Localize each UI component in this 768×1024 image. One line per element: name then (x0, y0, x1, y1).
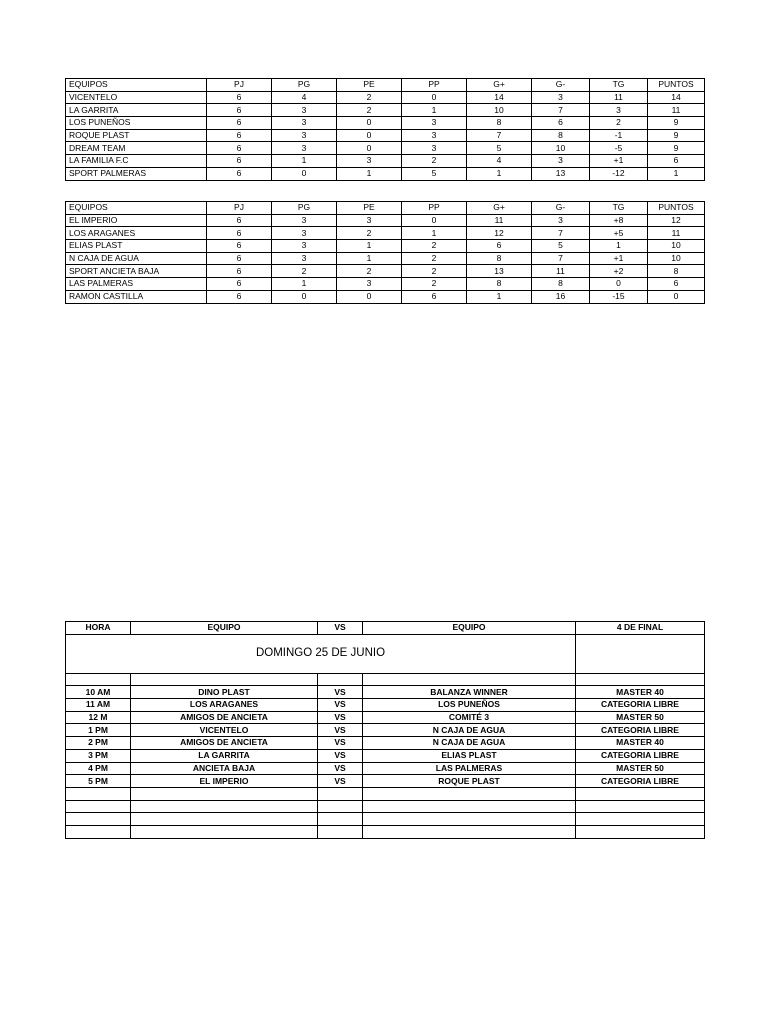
away-team: N CAJA DE AGUA (363, 724, 576, 737)
table-row (66, 278, 705, 291)
column-header: G- (532, 202, 590, 215)
stat-cell: +2 (590, 265, 648, 278)
column-header: VS (318, 622, 363, 635)
stat-cell: 6 (207, 240, 272, 253)
match-time: 1 PM (66, 724, 131, 737)
stat-cell: 2 (590, 117, 648, 130)
column-header: EQUIPOS (66, 79, 207, 92)
empty-cell (66, 787, 131, 800)
away-team: BALANZA WINNER (363, 686, 576, 699)
day-title-row (66, 634, 705, 673)
stat-cell: 4 (467, 155, 532, 168)
stat-cell: 2 (272, 265, 337, 278)
stat-cell: 7 (467, 129, 532, 142)
empty-cell (363, 787, 576, 800)
match-row (66, 686, 705, 699)
category: MASTER 50 (576, 762, 705, 775)
table-row (66, 104, 705, 117)
stat-cell: 8 (532, 278, 590, 291)
stat-cell: 1 (648, 167, 705, 180)
stat-cell: 6 (402, 290, 467, 303)
team-name: VICENTELO (66, 91, 207, 104)
stat-cell: 3 (272, 227, 337, 240)
stat-cell: 2 (402, 252, 467, 265)
empty-cell (66, 825, 131, 838)
stat-cell: 3 (337, 155, 402, 168)
home-team: VICENTELO (131, 724, 318, 737)
empty-cell (131, 673, 318, 686)
stat-cell: 2 (402, 278, 467, 291)
stat-cell: 6 (207, 129, 272, 142)
vs-label: VS (318, 737, 363, 750)
stat-cell: 0 (590, 278, 648, 291)
category: CATEGORIA LIBRE (576, 749, 705, 762)
group-a-body (66, 79, 705, 181)
stat-cell: 2 (402, 240, 467, 253)
column-header: EQUIPOS (66, 202, 207, 215)
stat-cell: 1 (402, 104, 467, 117)
stat-cell: 3 (532, 155, 590, 168)
stat-cell: 6 (207, 117, 272, 130)
match-time: 3 PM (66, 749, 131, 762)
stat-cell: 12 (467, 227, 532, 240)
empty-cell (576, 634, 705, 673)
away-team: ROQUE PLAST (363, 775, 576, 788)
stat-cell: 9 (648, 129, 705, 142)
column-header: PG (272, 79, 337, 92)
empty-cell (318, 800, 363, 813)
empty-cell (131, 813, 318, 826)
stat-cell: 0 (337, 290, 402, 303)
empty-cell (66, 813, 131, 826)
away-team: LOS PUNEÑOS (363, 699, 576, 712)
stat-cell: 3 (402, 129, 467, 142)
table-row (66, 252, 705, 265)
blank-row (66, 813, 705, 826)
stat-cell: -12 (590, 167, 648, 180)
stat-cell: 0 (337, 142, 402, 155)
match-time: 4 PM (66, 762, 131, 775)
team-name: LAS PALMERAS (66, 278, 207, 291)
stat-cell: 0 (402, 91, 467, 104)
stat-cell: 1 (337, 167, 402, 180)
header-row (66, 79, 705, 92)
stat-cell: 6 (207, 155, 272, 168)
match-row (66, 775, 705, 788)
stat-cell: 11 (590, 91, 648, 104)
stat-cell: 6 (207, 167, 272, 180)
stat-cell: 2 (337, 227, 402, 240)
empty-cell (318, 813, 363, 826)
stat-cell: 6 (648, 278, 705, 291)
stat-cell: 9 (648, 142, 705, 155)
category: CATEGORIA LIBRE (576, 724, 705, 737)
category: MASTER 50 (576, 711, 705, 724)
stat-cell: 3 (272, 129, 337, 142)
column-header: PG (272, 202, 337, 215)
away-team: COMITÉ 3 (363, 711, 576, 724)
stat-cell: 3 (590, 104, 648, 117)
table-row (66, 155, 705, 168)
stat-cell: 10 (467, 104, 532, 117)
column-header: PP (402, 79, 467, 92)
stat-cell: 0 (402, 214, 467, 227)
blank-row (66, 673, 705, 686)
vs-label: VS (318, 699, 363, 712)
home-team: AMIGOS DE ANCIETA (131, 711, 318, 724)
schedule-header-row (66, 622, 705, 635)
match-row (66, 762, 705, 775)
column-header: 4 DE FINAL (576, 622, 705, 635)
category: MASTER 40 (576, 737, 705, 750)
stat-cell: 8 (467, 252, 532, 265)
team-name: N CAJA DE AGUA (66, 252, 207, 265)
stat-cell: 11 (648, 227, 705, 240)
stat-cell: 11 (532, 265, 590, 278)
stat-cell: 2 (402, 265, 467, 278)
schedule-body (66, 622, 705, 839)
empty-cell (131, 825, 318, 838)
match-time: 12 M (66, 711, 131, 724)
home-team: AMIGOS DE ANCIETA (131, 737, 318, 750)
column-header: PJ (207, 79, 272, 92)
team-name: ELIAS PLAST (66, 240, 207, 253)
group-b-body (66, 202, 705, 304)
stat-cell: 13 (467, 265, 532, 278)
stat-cell: 8 (467, 278, 532, 291)
stat-cell: 3 (272, 117, 337, 130)
stat-cell: 3 (272, 240, 337, 253)
empty-cell (131, 787, 318, 800)
stat-cell: 8 (532, 129, 590, 142)
column-header: PUNTOS (648, 79, 705, 92)
table-row (66, 214, 705, 227)
stat-cell: 6 (207, 91, 272, 104)
stat-cell: 13 (532, 167, 590, 180)
empty-cell (363, 825, 576, 838)
category: MASTER 40 (576, 686, 705, 699)
stat-cell: 1 (467, 167, 532, 180)
stat-cell: 6 (207, 265, 272, 278)
table-row (66, 91, 705, 104)
table-row (66, 227, 705, 240)
column-header: G- (532, 79, 590, 92)
day-title: DOMINGO 25 DE JUNIO (66, 634, 576, 673)
empty-cell (363, 800, 576, 813)
match-row (66, 699, 705, 712)
column-header: TG (590, 202, 648, 215)
stat-cell: 7 (532, 252, 590, 265)
vs-label: VS (318, 775, 363, 788)
stat-cell: 6 (207, 214, 272, 227)
match-time: 10 AM (66, 686, 131, 699)
vs-label: VS (318, 724, 363, 737)
stat-cell: 0 (337, 117, 402, 130)
empty-cell (318, 673, 363, 686)
stat-cell: 3 (272, 214, 337, 227)
stat-cell: 9 (648, 117, 705, 130)
stat-cell: 3 (337, 214, 402, 227)
stat-cell: 0 (337, 129, 402, 142)
vs-label: VS (318, 762, 363, 775)
away-team: ELIAS PLAST (363, 749, 576, 762)
team-name: EL IMPERIO (66, 214, 207, 227)
home-team: DINO PLAST (131, 686, 318, 699)
stat-cell: +8 (590, 214, 648, 227)
stat-cell: 3 (532, 91, 590, 104)
empty-cell (66, 800, 131, 813)
stat-cell: 16 (532, 290, 590, 303)
match-row (66, 711, 705, 724)
column-header: PE (337, 79, 402, 92)
table-row (66, 129, 705, 142)
stat-cell: 3 (272, 142, 337, 155)
stat-cell: 3 (402, 117, 467, 130)
blank-row (66, 825, 705, 838)
column-header: PP (402, 202, 467, 215)
stat-cell: 3 (272, 252, 337, 265)
stat-cell: 11 (648, 104, 705, 117)
standings-table-group-a (65, 78, 705, 181)
stat-cell: 1 (402, 227, 467, 240)
stat-cell: 0 (648, 290, 705, 303)
home-team: ANCIETA BAJA (131, 762, 318, 775)
team-name: DREAM TEAM (66, 142, 207, 155)
stat-cell: 12 (648, 214, 705, 227)
stat-cell: 6 (532, 117, 590, 130)
category: CATEGORIA LIBRE (576, 699, 705, 712)
stat-cell: 7 (532, 227, 590, 240)
column-header: EQUIPO (131, 622, 318, 635)
empty-cell (363, 813, 576, 826)
vs-label: VS (318, 749, 363, 762)
team-name: ROQUE PLAST (66, 129, 207, 142)
home-team: LOS ARAGANES (131, 699, 318, 712)
stat-cell: 1 (337, 240, 402, 253)
stat-cell: 10 (648, 252, 705, 265)
vs-label: VS (318, 711, 363, 724)
stat-cell: 6 (207, 104, 272, 117)
header-row (66, 202, 705, 215)
empty-cell (318, 787, 363, 800)
stat-cell: 6 (207, 142, 272, 155)
column-header: G+ (467, 202, 532, 215)
stat-cell: 6 (207, 252, 272, 265)
vs-label: VS (318, 686, 363, 699)
stat-cell: 5 (532, 240, 590, 253)
column-header: PE (337, 202, 402, 215)
empty-cell (66, 673, 131, 686)
stat-cell: 8 (648, 265, 705, 278)
match-row (66, 749, 705, 762)
stat-cell: -1 (590, 129, 648, 142)
stat-cell: 4 (272, 91, 337, 104)
team-name: RAMON CASTILLA (66, 290, 207, 303)
team-name: LOS ARAGANES (66, 227, 207, 240)
stat-cell: 3 (337, 278, 402, 291)
table-row (66, 117, 705, 130)
stat-cell: 8 (467, 117, 532, 130)
stat-cell: 1 (272, 155, 337, 168)
stat-cell: 10 (532, 142, 590, 155)
stat-cell: 7 (532, 104, 590, 117)
stat-cell: 2 (337, 91, 402, 104)
stat-cell: +5 (590, 227, 648, 240)
empty-cell (576, 787, 705, 800)
home-team: EL IMPERIO (131, 775, 318, 788)
stat-cell: 0 (272, 290, 337, 303)
stat-cell: 5 (467, 142, 532, 155)
empty-cell (363, 673, 576, 686)
stat-cell: 14 (648, 91, 705, 104)
stat-cell: 2 (337, 104, 402, 117)
stat-cell: 6 (207, 227, 272, 240)
stat-cell: 3 (402, 142, 467, 155)
table-row (66, 240, 705, 253)
match-row (66, 724, 705, 737)
column-header: G+ (467, 79, 532, 92)
empty-cell (576, 813, 705, 826)
empty-cell (576, 800, 705, 813)
team-name: SPORT PALMERAS (66, 167, 207, 180)
stat-cell: 1 (467, 290, 532, 303)
stat-cell: 5 (402, 167, 467, 180)
stat-cell: -5 (590, 142, 648, 155)
empty-cell (576, 825, 705, 838)
column-header: PUNTOS (648, 202, 705, 215)
empty-cell (576, 673, 705, 686)
match-time: 2 PM (66, 737, 131, 750)
stat-cell: 3 (272, 104, 337, 117)
empty-cell (131, 800, 318, 813)
stat-cell: 1 (272, 278, 337, 291)
match-row (66, 737, 705, 750)
team-name: LOS PUNEÑOS (66, 117, 207, 130)
team-name: LA GARRITA (66, 104, 207, 117)
away-team: N CAJA DE AGUA (363, 737, 576, 750)
table-row (66, 142, 705, 155)
standings-table-group-b (65, 201, 705, 304)
stat-cell: 2 (337, 265, 402, 278)
blank-row (66, 787, 705, 800)
stat-cell: 6 (467, 240, 532, 253)
match-time: 11 AM (66, 699, 131, 712)
column-header: TG (590, 79, 648, 92)
away-team: LAS PALMERAS (363, 762, 576, 775)
stat-cell: +1 (590, 155, 648, 168)
home-team: LA GARRITA (131, 749, 318, 762)
stat-cell: 3 (532, 214, 590, 227)
stat-cell: 6 (207, 278, 272, 291)
schedule-table (65, 621, 705, 839)
stat-cell: 1 (590, 240, 648, 253)
table-row (66, 290, 705, 303)
table-row (66, 167, 705, 180)
column-header: PJ (207, 202, 272, 215)
match-time: 5 PM (66, 775, 131, 788)
stat-cell: 11 (467, 214, 532, 227)
table-row (66, 265, 705, 278)
category: CATEGORIA LIBRE (576, 775, 705, 788)
stat-cell: 10 (648, 240, 705, 253)
stat-cell: +1 (590, 252, 648, 265)
stat-cell: 1 (337, 252, 402, 265)
column-header: EQUIPO (363, 622, 576, 635)
blank-row (66, 800, 705, 813)
column-header: HORA (66, 622, 131, 635)
team-name: SPORT ANCIETA BAJA (66, 265, 207, 278)
team-name: LA FAMILIA F.C (66, 155, 207, 168)
stat-cell: 6 (207, 290, 272, 303)
stat-cell: 6 (648, 155, 705, 168)
stat-cell: 2 (402, 155, 467, 168)
stat-cell: 14 (467, 91, 532, 104)
stat-cell: -15 (590, 290, 648, 303)
empty-cell (318, 825, 363, 838)
stat-cell: 0 (272, 167, 337, 180)
